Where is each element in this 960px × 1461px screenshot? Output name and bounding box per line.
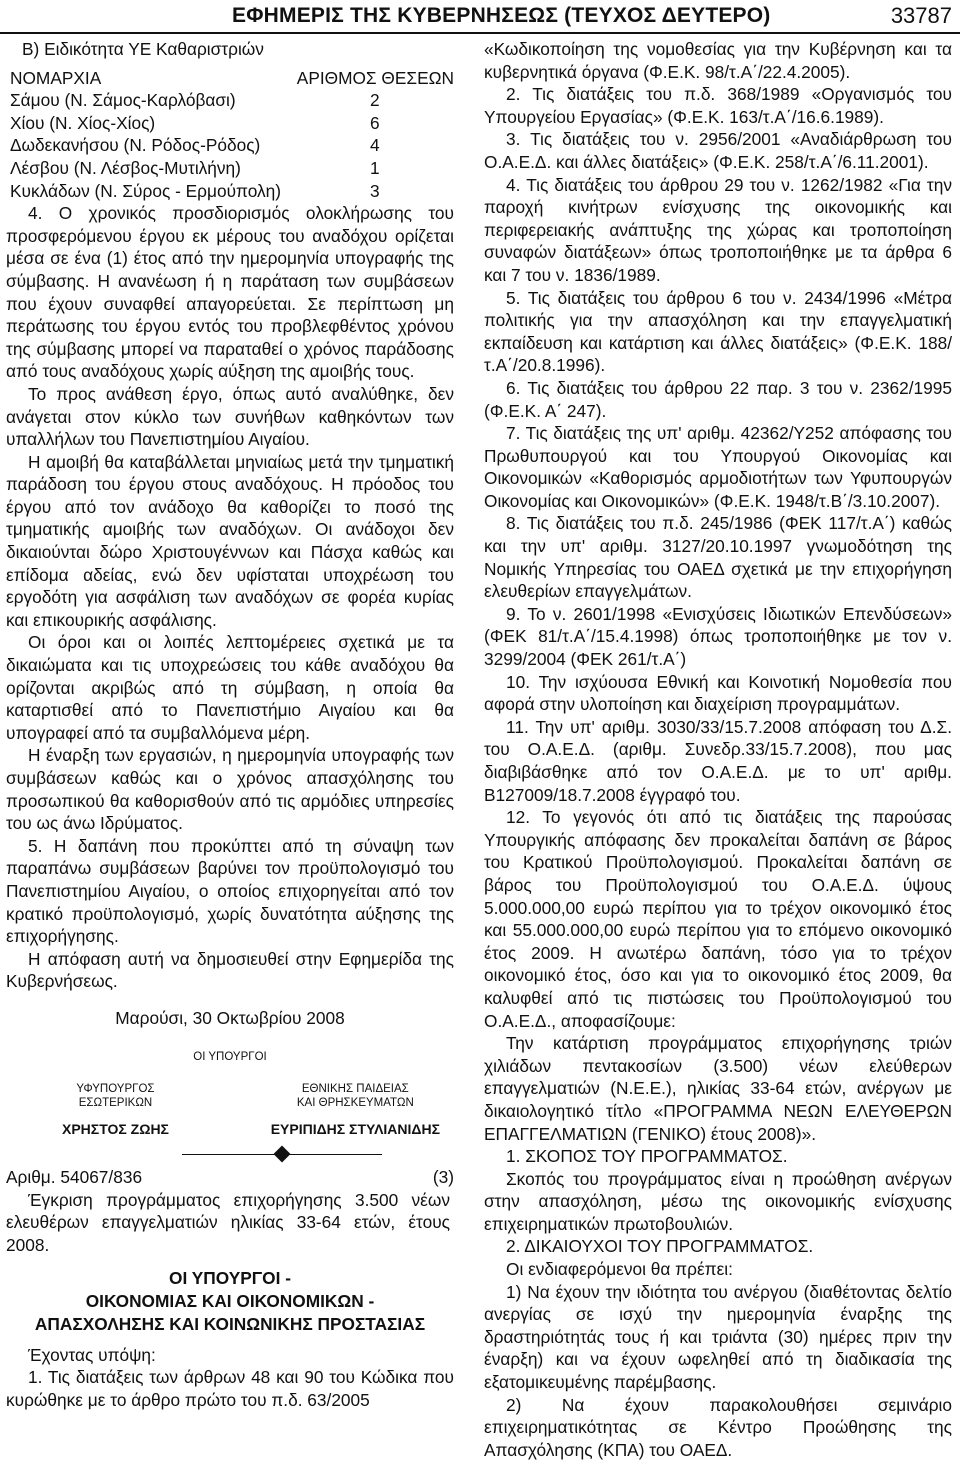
- page-number: 33787: [890, 3, 952, 28]
- paragraph: Η αμοιβή θα καταβάλλεται μηνιαίως μετά την τμηματική παράδοση του έργου στους αναδόχους. Η πρόοδος του έργου από τον ανάδοχο θα καθορίζει το ποσό της τμηματικής αμοιβής των αναδόχων. Οι ανάδοχοι δεν δικαιούνται δώρο Χριστουγέννων και Πάσχα καθώς και επίδομα αδείας, ενώ δεν υφίσταται υποχρέωση του εργοδότη για ασφάλιση των αναδόχων σε φορέα κυρίας και επικουρικής ασφάλισης.: [6, 451, 454, 630]
- signature-block: [271, 1082, 440, 1136]
- consideration-2: 2. Τις διατάξεις του π.δ. 368/1989 «Οργανισμός του Υπουργείου Εργασίας» (Φ.Ε.Κ. 163/τ.Α΄/16.6.1989).: [484, 84, 952, 127]
- signatory-role: ΕΘΝΙΚΗΣ ΠΑΙΔΕΙΑΣ: [301, 1083, 409, 1096]
- section-divider: [6, 1144, 454, 1164]
- paragraph: Το προς ανάθεση έργο, όπως αυτό αναλύθηκε, δεν ανάγεται στον κύκλο των συνήθων καθηκόντων των υπαλλήλων του Πανεπιστημίου Αιγαίου.: [6, 383, 454, 450]
- signatory-role: ΕΣΩΤΕΡΙΚΩΝ: [78, 1097, 153, 1110]
- signatory-name: ΕΥΡΙΠΙΔΗΣ ΣΤΥΛΙΑΝΙΔΗΣ: [270, 1121, 440, 1138]
- ministers-heading: ΟΙ ΥΠΟΥΡΓΟΙ: [193, 1050, 267, 1063]
- specialty-line: Β) Ειδικότητα ΥΕ Καθαριστριών: [22, 39, 264, 59]
- signatory-role: ΚΑΙ ΘΡΗΣΚΕΥΜΑΤΩΝ: [296, 1097, 414, 1110]
- table-cell-count: 2: [370, 90, 380, 111]
- consideration-1: 1. Τις διατάξεις των άρθρων 48 και 90 του Κώδικα που κυρώθηκε με το άρθρο πρώτο του π.δ. 63/2005: [6, 1367, 454, 1410]
- diamond-icon: [274, 1146, 291, 1163]
- table-row: [6, 134, 454, 157]
- consideration-6: 6. Τις διατάξεις του άρθρου 22 παρ. 3 του ν. 2362/1995 (Φ.Ε.Κ. Α΄ 247).: [484, 377, 952, 421]
- paragraph: Οι όροι και οι λοιπές λεπτομέρειες σχετικά με τα δικαιώματα και τις υποχρεώσεις του κάθε αναδόχου θα ορίζονται ακριβώς από τη σύμβαση, η οποία θα καταρτισθεί από το Πανεπιστήμιο Αιγαίου και θα υπογραφεί από τα συμβαλλόμενα μέρη.: [6, 632, 454, 743]
- table-cell-count: 3: [370, 180, 380, 201]
- consideration-10: 10. Την ισχύουσα Εθνική και Κοινοτική Νομοθεσία που αφορά στην υλοποίηση και διαχείριση προγραμμάτων.: [484, 671, 952, 715]
- page-header: [0, 0, 960, 34]
- signatory-role: ΥΦΥΠΟΥΡΓΟΣ: [76, 1083, 155, 1096]
- publication-order: Η απόφαση αυτή να δημοσιευθεί στην Εφημερίδα της Κυβερνήσεως.: [6, 948, 454, 992]
- consideration-7: 7. Τις διατάξεις της υπ' αριθμ. 42362/Υ252 απόφασης του Πρωθυπουργού και του Υπουργού Οικονομίας και Οικονομικών «Καθορισμός αρμοδιοτήτων των Υφυπουργών Οικονομίας και Οικονομικών» (Φ.Ε.Κ. 1948/τ.Β΄/3.10.2007).: [484, 423, 952, 511]
- place-date: Μαρούσι, 30 Οκτωβρίου 2008: [115, 1007, 345, 1028]
- table-row: [6, 112, 454, 135]
- table-row: [6, 180, 454, 203]
- having-regard: Έχοντας υπόψη:: [28, 1344, 156, 1365]
- paragraph-5: 5. Η δαπάνη που προκύπτει από τη σύναψη των παραπάνω συμβάσεων βαρύνει τον προϋπολογισμό του Πανεπιστημίου Αιγαίου, ο οποίος επιχορηγείται από τον κρατικό προϋπολογισμό, χωρίς δυνατότητα αύξησης της επιχορήγησης.: [6, 835, 454, 947]
- positions-table: [6, 67, 454, 203]
- consideration-4: 4. Τις διατάξεις του άρθρου 29 του ν. 1262/1982 «Για την παροχή κινήτρων ενίσχυσης της οικονομικής και περιφερειακής ανάπτυξης της χώρας και τροποποίηση συναφών διατάξεων» όπως τροποποιήθηκε με τα άρθρα 6 και 7 του ν. 1836/1989.: [484, 174, 952, 285]
- table-cell-prefecture: Χίου (Ν. Χίος-Χίος): [10, 112, 156, 133]
- table-header-positions: ΑΡΙΘΜΟΣ ΘΕΣΕΩΝ: [296, 67, 454, 88]
- right-column: [484, 38, 952, 1461]
- signature-block: [62, 1082, 169, 1136]
- consideration-12: 12. Το γεγονός ότι από τις διατάξεις της παρούσας Υπουργικής απόφασης δεν προκαλείται δαπάνη σε βάρος του Κρατικού Προϋπολογισμού. Προκαλείται δαπάνη σε βάρος του Προϋπολογισμού του Ο.Α.Ε.Δ. ύψους 5.000.000,00 ευρώ περίπου για το τρέχον οικονομικό έτος και 55.000.000,00 ευρώ περίπου για το επόμενο οικονομικό έτος 2009. Η ανωτέρω δαπάνη, τόσο για το τρέχον οικονομικό έτος, όσο και για το οικονομικό έτος 2009, θα καλυφθεί από τις πιστώσεις του Προϋπολογισμού του Ο.Α.Ε.Δ., αποφασίζουμε:: [484, 807, 952, 1031]
- paragraph-4: 4. Ο χρονικός προσδιορισμός ολοκλήρωσης του προσφερόμενου έργου εκ μέρους του αναδόχου ορίζεται μέσα σε ένα (1) έτος από την ημερομηνία υπογραφής της σύμβασης. Η ανανέωση ή η παράταση των συμβάσεων που έχουν συναφθεί απαγορεύεται. Σε περίπτωση μη περάτωσης του έργου εντός του προβλεφθέντος χρόνου της σύμβασης μπορεί να παραταθεί ο χρόνος παράδοσης από τους αναδόχους χωρίς αύξηση της αμοιβής τους.: [6, 203, 454, 382]
- table-header-row: [6, 67, 454, 90]
- decision-index: (3): [432, 1167, 454, 1188]
- section-heading: 2. ΔΙΚΑΙΟΥΧΟΙ ΤΟΥ ΠΡΟΓΡΑΜΜΑΤΟΣ.: [506, 1236, 814, 1257]
- decision-subject: Έγκριση προγράμματος επιχορήγησης 3.500 νέων ελευθέρων επαγγελματιών ηλικίας 33-64 ετών, έτους 2008.: [6, 1189, 450, 1255]
- paragraph: Η έναρξη των εργασιών, η ημερομηνία υπογραφής των συμβάσεων καθώς και ο χρόνος απασχόλησης του προσωπικού θα καθορισθούν από τις αρμόδιες υπηρεσίες του ως άνω Ιδρύματος.: [6, 745, 454, 834]
- table-cell-count: 6: [370, 112, 380, 133]
- section-heading: 1. ΣΚΟΠΟΣ ΤΟΥ ΠΡΟΓΡΑΜΜΑΤΟΣ.: [506, 1146, 788, 1167]
- table-cell-count: 1: [370, 157, 380, 178]
- decision-text: Την κατάρτιση προγράμματος επιχορήγησης τριών χιλιάδων πεντακοσίων (3.500) νέων ελεύθερων επαγγελματιών (Ν.Ε.Ε.), ηλικίας 33-64 ετών, ανέργων με δικαιολογητικό τίτλο «ΠΡΟΓΡΑΜΜΑ ΝΕΩΝ ΕΛΕΥΘΕΡΩΝ ΕΠΑΓΓΕΛΜΑΤΙΩΝ (ΓΕΝΙΚΟ) έτους 2008)».: [484, 1033, 952, 1144]
- decision-number-line: [6, 1166, 454, 1189]
- table-row: [6, 157, 454, 180]
- left-column: [6, 38, 454, 1411]
- gazette-title: ΕΦΗΜΕΡΙΣ ΤΗΣ ΚΥΒΕΡΝΗΣΕΩΣ (ΤΕΥΧΟΣ ΔΕΥΤΕΡΟ): [232, 4, 771, 27]
- consideration-5: 5. Τις διατάξεις του άρθρου 6 του ν. 2434/1996 «Μέτρα πολιτικής για την απασχόληση και την επαγγελματική εκπαίδευση και κατάρτιση και άλλες διατάξεις» (Φ.Ε.Κ. 188/τ.Α΄/20.8.1996).: [484, 287, 952, 376]
- paragraph: Σκοπός του προγράμματος είναι η προώθηση ανέργων στην απασχόληση, μέσω της οικονομικής ενίσχυσης επιχειρηματικών πρωτοβουλιών.: [484, 1168, 952, 1234]
- criterion-1: 1) Να έχουν την ιδιότητα του ανέργου (διαθέτοντας δελτίο ανεργίας σε ισχύ την ημερομηνία έναρξης της δραστηριότητάς τους ή και τριάντα (30) ημέρες πριν την έναρξη) και να έχουν ωφεληθεί από τη διαδικασία της εξατομικευμένης παρέμβασης.: [484, 1281, 952, 1393]
- decision-number: Αριθμ. 54067/836: [6, 1167, 143, 1188]
- signatory-name: ΧΡΗΣΤΟΣ ΖΩΗΣ: [62, 1121, 169, 1138]
- heading-line: ΟΙΚΟΝΟΜΙΑΣ ΚΑΙ ΟΙΚΟΝΟΜΙΚΩΝ -: [85, 1290, 375, 1311]
- table-cell-prefecture: Λέσβου (Ν. Λέσβος-Μυτιλήνη): [10, 157, 241, 178]
- table-cell-prefecture: Κυκλάδων (Ν. Σύρος - Ερμούπολη): [10, 180, 281, 201]
- paragraph: «Κωδικοποίηση της νομοθεσίας για την Κυβέρνηση και τα κυβερνητικά όργανα (Φ.Ε.Κ. 98/τ.Α΄/22.4.2005).: [484, 39, 952, 82]
- table-cell-prefecture: Σάμου (Ν. Σάμος-Καρλόβασι): [10, 90, 236, 111]
- heading-line: ΟΙ ΥΠΟΥΡΓΟΙ -: [169, 1267, 291, 1288]
- signatures: [6, 1082, 454, 1136]
- consideration-11: 11. Την υπ' αριθμ. 3030/33/15.7.2008 απόφαση του Δ.Σ. του Ο.Α.Ε.Δ. (αριθμ. Συνεδρ.33/15.7.2008), που μας διαβιβάσθηκε από τον Ο.Α.Ε.Δ. με το υπ' αριθμ. Β127009/18.7.2008 έγγραφό του.: [484, 716, 952, 805]
- consideration-9: 9. Το ν. 2601/1998 «Ενισχύσεις Ιδιωτικών Επενδύσεων» (ΦΕΚ 81/τ.Α΄/15.4.1998) όπως τροποποιήθηκε με τον ν. 3299/2004 (ΦΕΚ 261/τ.Α΄): [484, 603, 952, 670]
- consideration-3: 3. Τις διατάξεις του ν. 2956/2001 «Αναδιάρθρωση του Ο.Α.Ε.Δ. και άλλες διατάξεις» (Φ.Ε.Κ. 258/τ.Α΄/6.11.2001).: [484, 129, 952, 172]
- criterion-2: 2) Να έχουν παρακολουθήσει σεμινάριο επιχειρηματικότητας σε Κέντρο Προώθησης της Απασχόλησης (ΚΠΑ) του ΟΑΕΔ.: [484, 1394, 952, 1460]
- paragraph: Οι ενδιαφερόμενοι θα πρέπει:: [506, 1259, 733, 1280]
- consideration-8: 8. Τις διατάξεις του π.δ. 245/1986 (ΦΕΚ 117/τ.Α΄) καθώς και την υπ' αριθμ. 3127/20.10.1997 γνωμοδότηση της Νομικής Υπηρεσίας του ΟΑΕΔ σχετικά με την επιχορήγηση ελευθερίων επαγγελμάτων.: [484, 513, 952, 602]
- table-cell-count: 4: [370, 135, 380, 156]
- table-header-prefecture: ΝΟΜΑΡΧΙΑ: [10, 67, 102, 88]
- table-cell-prefecture: Δωδεκανήσου (Ν. Ρόδος-Ρόδος): [10, 135, 261, 156]
- heading-line: ΑΠΑΣΧΟΛΗΣΗΣ ΚΑΙ ΚΟΙΝΩΝΙΚΗΣ ΠΡΟΣΤΑΣΙΑΣ: [34, 1313, 426, 1334]
- table-row: [6, 89, 454, 112]
